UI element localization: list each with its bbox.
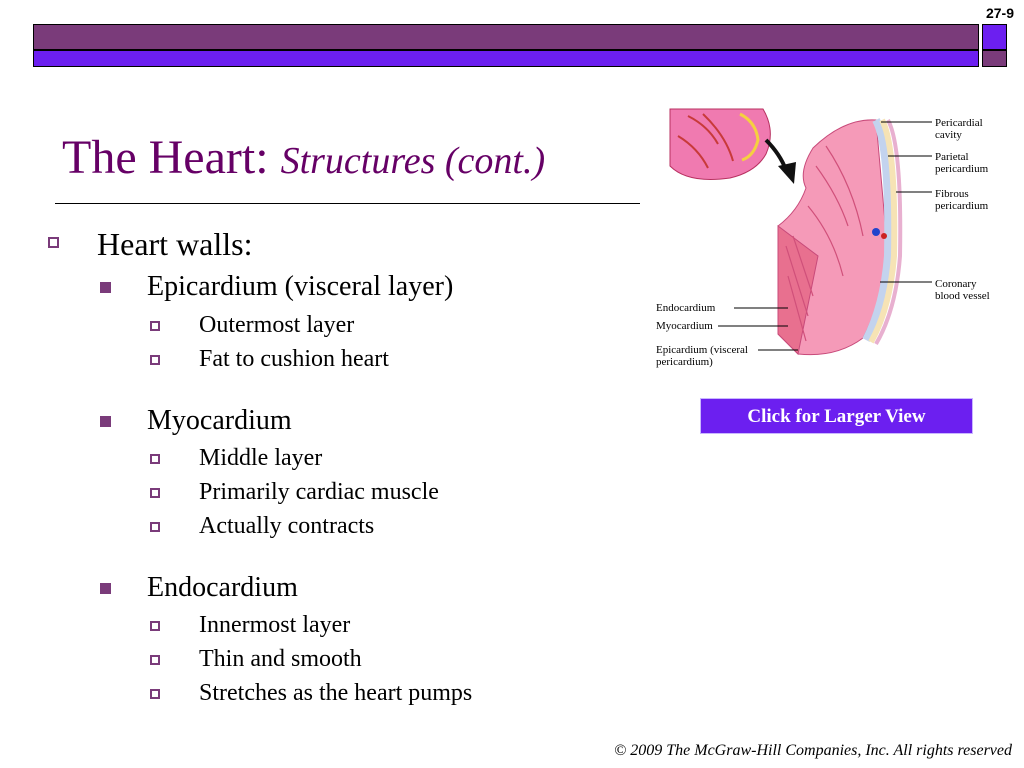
larger-view-button[interactable]: Click for Larger View bbox=[700, 398, 973, 434]
slide-title bbox=[62, 128, 545, 191]
list-item-label: Primarily cardiac muscle bbox=[199, 479, 439, 505]
figure-label: Pericardial cavity bbox=[935, 117, 983, 141]
header-band-bottom bbox=[33, 50, 979, 67]
figure-label: Epicardium (visceral pericardium) bbox=[656, 344, 748, 368]
header-band-top bbox=[33, 24, 979, 50]
list-item-label: Innermost layer bbox=[199, 612, 351, 638]
list-item-label: Outermost layer bbox=[199, 312, 355, 338]
figure-label: Coronary blood vessel bbox=[935, 278, 990, 302]
figure-label: Parietal pericardium bbox=[935, 151, 989, 175]
title-main: The Heart: bbox=[62, 131, 269, 184]
heart-wall-figure[interactable] bbox=[648, 106, 998, 376]
list-item-label: Fat to cushion heart bbox=[199, 346, 389, 372]
list-item-label: Endocardium bbox=[147, 572, 298, 603]
filled-square-bullet-icon bbox=[100, 583, 111, 594]
list-item-label: Heart walls: bbox=[97, 226, 253, 262]
list-item-label: Actually contracts bbox=[199, 513, 375, 539]
heart-wall-illustration bbox=[648, 106, 998, 376]
title-rule bbox=[55, 203, 640, 204]
figure-label: Myocardium bbox=[656, 320, 713, 332]
hollow-square-bullet-icon bbox=[150, 689, 160, 699]
hollow-square-bullet-icon bbox=[48, 237, 59, 248]
hollow-square-bullet-icon bbox=[150, 355, 160, 365]
hollow-square-bullet-icon bbox=[150, 488, 160, 498]
hollow-square-bullet-icon bbox=[150, 522, 160, 532]
list-item-label: Thin and smooth bbox=[199, 646, 362, 672]
list-item-label: Middle layer bbox=[199, 445, 323, 471]
page-number: 27-9 bbox=[985, 5, 1014, 21]
figure-label: Endocardium bbox=[656, 302, 716, 314]
title-sub: Structures (cont.) bbox=[280, 140, 546, 182]
filled-square-bullet-icon bbox=[100, 282, 111, 293]
header-square-top bbox=[982, 24, 1007, 50]
header-square-bottom bbox=[982, 50, 1007, 67]
hollow-square-bullet-icon bbox=[150, 655, 160, 665]
figure-label: Fibrous pericardium bbox=[935, 188, 989, 212]
filled-square-bullet-icon bbox=[100, 416, 111, 427]
list-item-label: Stretches as the heart pumps bbox=[199, 680, 473, 706]
copyright-footer: © 2009 The McGraw-Hill Companies, Inc. All rights reserved bbox=[614, 742, 1012, 759]
list-item-label: Myocardium bbox=[147, 405, 292, 436]
hollow-square-bullet-icon bbox=[150, 321, 160, 331]
hollow-square-bullet-icon bbox=[150, 454, 160, 464]
hollow-square-bullet-icon bbox=[150, 621, 160, 631]
list-item-label: Epicardium (visceral layer) bbox=[147, 271, 454, 302]
